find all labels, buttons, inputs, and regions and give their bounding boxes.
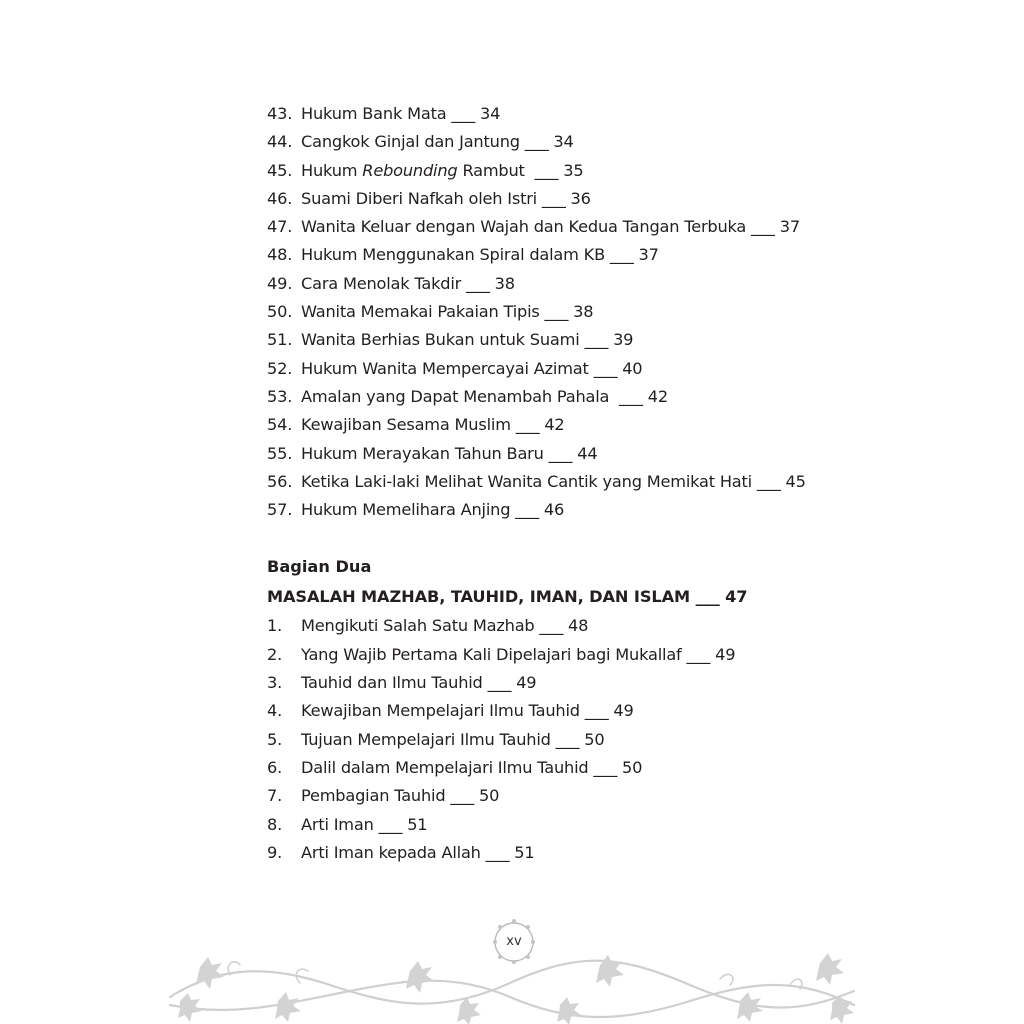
toc-entry [267, 726, 867, 754]
toc-entry-title [301, 100, 500, 128]
toc-entry [267, 669, 867, 697]
toc-entry-title-text: Cara Menolak Takdir ___ 38 [301, 273, 515, 293]
toc-entry [267, 811, 867, 839]
toc-entry-number: 2. [267, 644, 283, 664]
toc-entry-title-text: Wanita Memakai Pakaian Tipis ___ 38 [301, 302, 594, 322]
toc-entry [267, 697, 867, 725]
toc-entry-number: 6. [267, 757, 283, 777]
chapter-title: MASALAH MAZHAB, TAUHID, IMAN, DAN ISLAM ___ 47 [267, 587, 748, 607]
toc-entry [267, 128, 867, 156]
toc-entry-italic-term: Rebounding [362, 160, 458, 180]
toc-entry [267, 157, 867, 185]
toc-entry [267, 782, 867, 810]
toc-entry-title-text: Wanita Keluar dengan Wajah dan Kedua Tangan Terbuka ___ 37 [301, 217, 800, 237]
toc-part-one-list [267, 100, 867, 524]
toc-entry-number: 7. [267, 786, 283, 806]
toc-entry-title [301, 270, 515, 298]
toc-entry-number: 48. [267, 245, 293, 265]
toc-entry-title-text: Amalan yang Dapat Menambah Pahala ___ 42 [301, 386, 668, 406]
toc-entry-title-text: Hukum Merayakan Tahun Baru ___ 44 [301, 443, 598, 463]
toc-entry [267, 383, 867, 411]
toc-entry-title: Pembagian Tauhid ___ 50 [301, 786, 500, 806]
toc-entry-title [301, 383, 668, 411]
toc-entry-number: 53. [267, 386, 293, 406]
toc-entry-number: 49. [267, 273, 293, 293]
toc-part-two-list [267, 612, 867, 867]
toc-entry-number: 45. [267, 160, 293, 180]
toc-entry-title [301, 185, 591, 213]
toc-entry-title: Dalil dalam Mempelajari Ilmu Tauhid ___ 50 [301, 757, 643, 777]
toc-entry-title-text: Hukum Menggunakan Spiral dalam KB ___ 37 [301, 245, 659, 265]
toc-entry-title-text: Ketika Laki-laki Melihat Wanita Cantik yang Memikat Hati ___ 45 [301, 471, 806, 491]
toc-entry [267, 754, 867, 782]
toc-entry-number: 5. [267, 729, 283, 749]
toc-entry [267, 298, 867, 326]
toc-entry-title-text: Hukum Bank Mata ___ 34 [301, 104, 501, 123]
toc-entry [267, 839, 867, 867]
toc-entry-number: 51. [267, 330, 293, 350]
toc-entry-title-text: Hukum Wanita Mempercayai Azimat ___ 40 [301, 358, 643, 378]
toc-entry-number: 4. [267, 701, 283, 721]
table-of-contents [267, 100, 867, 867]
toc-entry [267, 468, 867, 496]
toc-entry-number: 47. [267, 217, 293, 237]
toc-entry-title [301, 298, 593, 326]
toc-entry-title-text: Cangkok Ginjal dan Jantung ___ 34 [301, 132, 574, 152]
toc-entry-title [301, 326, 633, 354]
toc-entry-title: Kewajiban Mempelajari Ilmu Tauhid ___ 49 [301, 701, 634, 721]
toc-entry-title [301, 440, 597, 468]
toc-entry-number: 3. [267, 673, 283, 693]
section-spacer [267, 524, 867, 552]
toc-entry-title-text: Wanita Berhias Bukan untuk Suami ___ 39 [301, 330, 634, 350]
toc-entry-title-text: Suami Diberi Nafkah oleh Istri ___ 36 [301, 188, 591, 208]
toc-entry-title [301, 468, 806, 496]
toc-entry-number: 9. [267, 842, 283, 862]
toc-entry-number: 55. [267, 443, 293, 463]
toc-entry-title-text: Hukum [301, 160, 363, 180]
toc-entry-number: 56. [267, 471, 293, 491]
toc-entry-number: 44. [267, 132, 293, 152]
toc-entry-number: 54. [267, 415, 293, 435]
toc-entry-number: 1. [267, 616, 283, 636]
toc-entry-title-text: Rambut ___ 35 [457, 160, 584, 180]
toc-entry-title [301, 355, 642, 383]
toc-entry-title: Arti Iman ___ 51 [301, 814, 428, 834]
toc-entry-number: 52. [267, 358, 293, 378]
toc-entry-title: Mengikuti Salah Satu Mazhab ___ 48 [301, 616, 589, 636]
toc-entry-title [301, 157, 583, 185]
toc-entry [267, 440, 867, 468]
toc-entry-title [301, 411, 565, 439]
toc-entry-number: 43. [267, 104, 293, 123]
toc-entry-number: 57. [267, 500, 293, 520]
toc-entry-number: 8. [267, 814, 283, 834]
toc-entry [267, 641, 867, 669]
toc-entry-title [301, 213, 800, 241]
section-label: Bagian Dua [267, 557, 372, 577]
toc-entry [267, 355, 867, 383]
toc-entry [267, 326, 867, 354]
toc-entry-title-text: Kewajiban Sesama Muslim ___ 42 [301, 415, 565, 435]
toc-entry-title [301, 241, 659, 269]
toc-entry-number: 50. [267, 302, 293, 322]
toc-entry [267, 185, 867, 213]
page-number: xv [506, 934, 522, 949]
toc-entry [267, 100, 867, 128]
toc-entry [267, 241, 867, 269]
toc-entry [267, 411, 867, 439]
toc-entry-title: Tujuan Mempelajari Ilmu Tauhid ___ 50 [301, 729, 605, 749]
toc-entry [267, 612, 867, 640]
toc-entry-title: Yang Wajib Pertama Kali Dipelajari bagi Mukallaf ___ 49 [301, 644, 736, 664]
toc-entry-title: Arti Iman kepada Allah ___ 51 [301, 842, 535, 862]
toc-entry-number: 46. [267, 188, 293, 208]
toc-entry-title [301, 496, 564, 524]
toc-entry-title [301, 128, 574, 156]
toc-entry [267, 496, 867, 524]
toc-entry-title: Tauhid dan Ilmu Tauhid ___ 49 [301, 673, 537, 693]
toc-entry-title-text: Hukum Memelihara Anjing ___ 46 [301, 500, 565, 520]
toc-entry [267, 213, 867, 241]
toc-entry [267, 270, 867, 298]
